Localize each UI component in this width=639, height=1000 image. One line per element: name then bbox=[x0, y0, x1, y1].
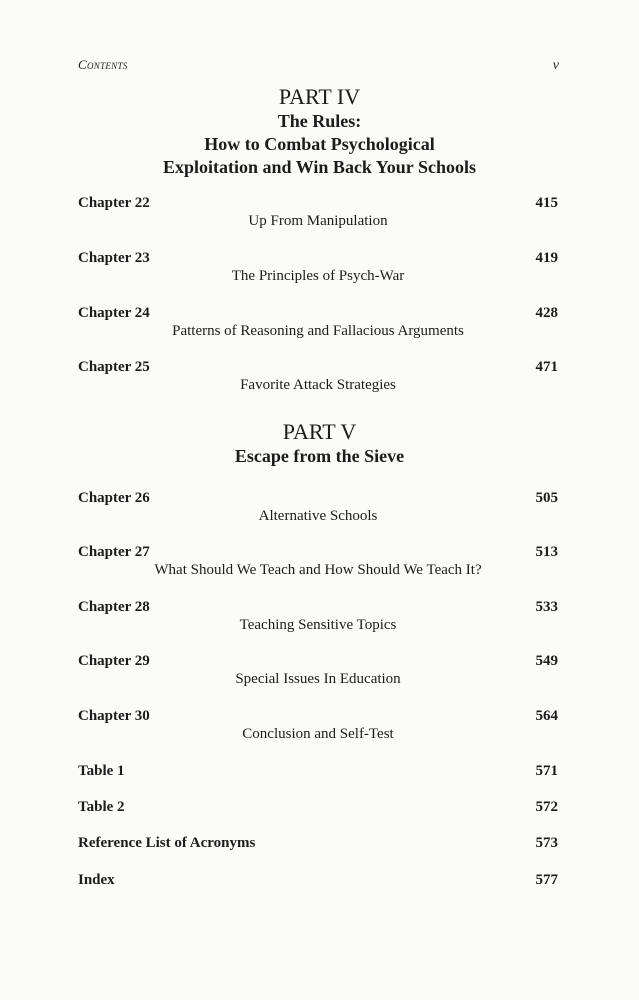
chapter-label: Chapter 30 bbox=[78, 708, 150, 724]
chapter-label: Chapter 22 bbox=[78, 195, 150, 211]
page-ref: 533 bbox=[535, 599, 558, 615]
toc-entry-chapter-28[interactable] bbox=[78, 599, 558, 639]
part-v-label: PART V bbox=[282, 419, 357, 444]
part-v-heading bbox=[0, 419, 639, 468]
page-ref: 573 bbox=[535, 835, 558, 851]
chapter-label: Chapter 25 bbox=[78, 359, 150, 375]
chapter-label: Chapter 29 bbox=[78, 653, 150, 669]
page-ref: 415 bbox=[535, 195, 558, 211]
toc-entry-index[interactable] bbox=[78, 872, 558, 892]
chapter-title: Special Issues In Education bbox=[235, 671, 401, 687]
toc-entry-table-2[interactable] bbox=[78, 799, 558, 819]
part-iv-subtitle-line-1: The Rules: bbox=[277, 111, 362, 131]
chapter-label: Chapter 26 bbox=[78, 490, 150, 506]
toc-entry-chapter-24[interactable] bbox=[78, 305, 558, 345]
running-head-label: Contents bbox=[78, 57, 128, 72]
chapter-label: Chapter 28 bbox=[78, 599, 150, 615]
page-ref: 572 bbox=[535, 799, 558, 815]
page-ref: 419 bbox=[535, 250, 558, 266]
page-ref: 513 bbox=[535, 544, 558, 560]
chapter-title: Favorite Attack Strategies bbox=[240, 377, 396, 393]
part-iv-subtitle-line-2: How to Combat Psychological bbox=[204, 134, 435, 154]
chapter-title: The Principles of Psych-War bbox=[231, 268, 405, 284]
toc-entry-acronyms[interactable] bbox=[78, 835, 558, 855]
page-ref: 549 bbox=[535, 653, 558, 669]
toc-entry-chapter-29[interactable] bbox=[78, 653, 558, 693]
page-ref: 571 bbox=[535, 763, 558, 779]
chapter-title: What Should We Teach and How Should We Teach It? bbox=[154, 562, 482, 578]
page-ref: 564 bbox=[535, 708, 558, 724]
page-ref: 471 bbox=[535, 359, 558, 375]
chapter-label: Chapter 24 bbox=[78, 305, 150, 321]
page-ref: 428 bbox=[535, 305, 558, 321]
toc-entry-chapter-30[interactable] bbox=[78, 708, 558, 748]
part-iv-subtitle-line-3: Exploitation and Win Back Your Schools bbox=[163, 157, 476, 177]
entry-label: Table 2 bbox=[78, 799, 125, 815]
toc-entry-chapter-22[interactable] bbox=[78, 195, 558, 235]
chapter-title: Up From Manipulation bbox=[248, 213, 388, 229]
page-ref: 577 bbox=[535, 872, 558, 888]
part-iv-heading bbox=[0, 84, 639, 179]
toc-entry-chapter-23[interactable] bbox=[78, 250, 558, 290]
chapter-title: Patterns of Reasoning and Fallacious Arguments bbox=[172, 323, 464, 339]
chapter-title: Teaching Sensitive Topics bbox=[239, 617, 397, 633]
entry-label: Reference List of Acronyms bbox=[78, 835, 256, 851]
chapter-label: Chapter 23 bbox=[78, 250, 150, 266]
entry-label: Index bbox=[78, 872, 115, 888]
page-number: v bbox=[552, 58, 559, 73]
part-iv-label: PART IV bbox=[278, 84, 361, 109]
chapter-title: Alternative Schools bbox=[258, 508, 378, 524]
toc-entry-chapter-26[interactable] bbox=[78, 490, 558, 530]
page-ref: 505 bbox=[535, 490, 558, 506]
toc-entry-chapter-27[interactable] bbox=[78, 544, 558, 584]
running-head bbox=[78, 57, 559, 74]
chapter-title: Conclusion and Self-Test bbox=[242, 726, 394, 742]
toc-entry-table-1[interactable] bbox=[78, 763, 558, 783]
entry-label: Table 1 bbox=[78, 763, 125, 779]
chapter-label: Chapter 27 bbox=[78, 544, 150, 560]
part-v-subtitle: Escape from the Sieve bbox=[234, 446, 405, 466]
toc-entry-chapter-25[interactable] bbox=[78, 359, 558, 399]
